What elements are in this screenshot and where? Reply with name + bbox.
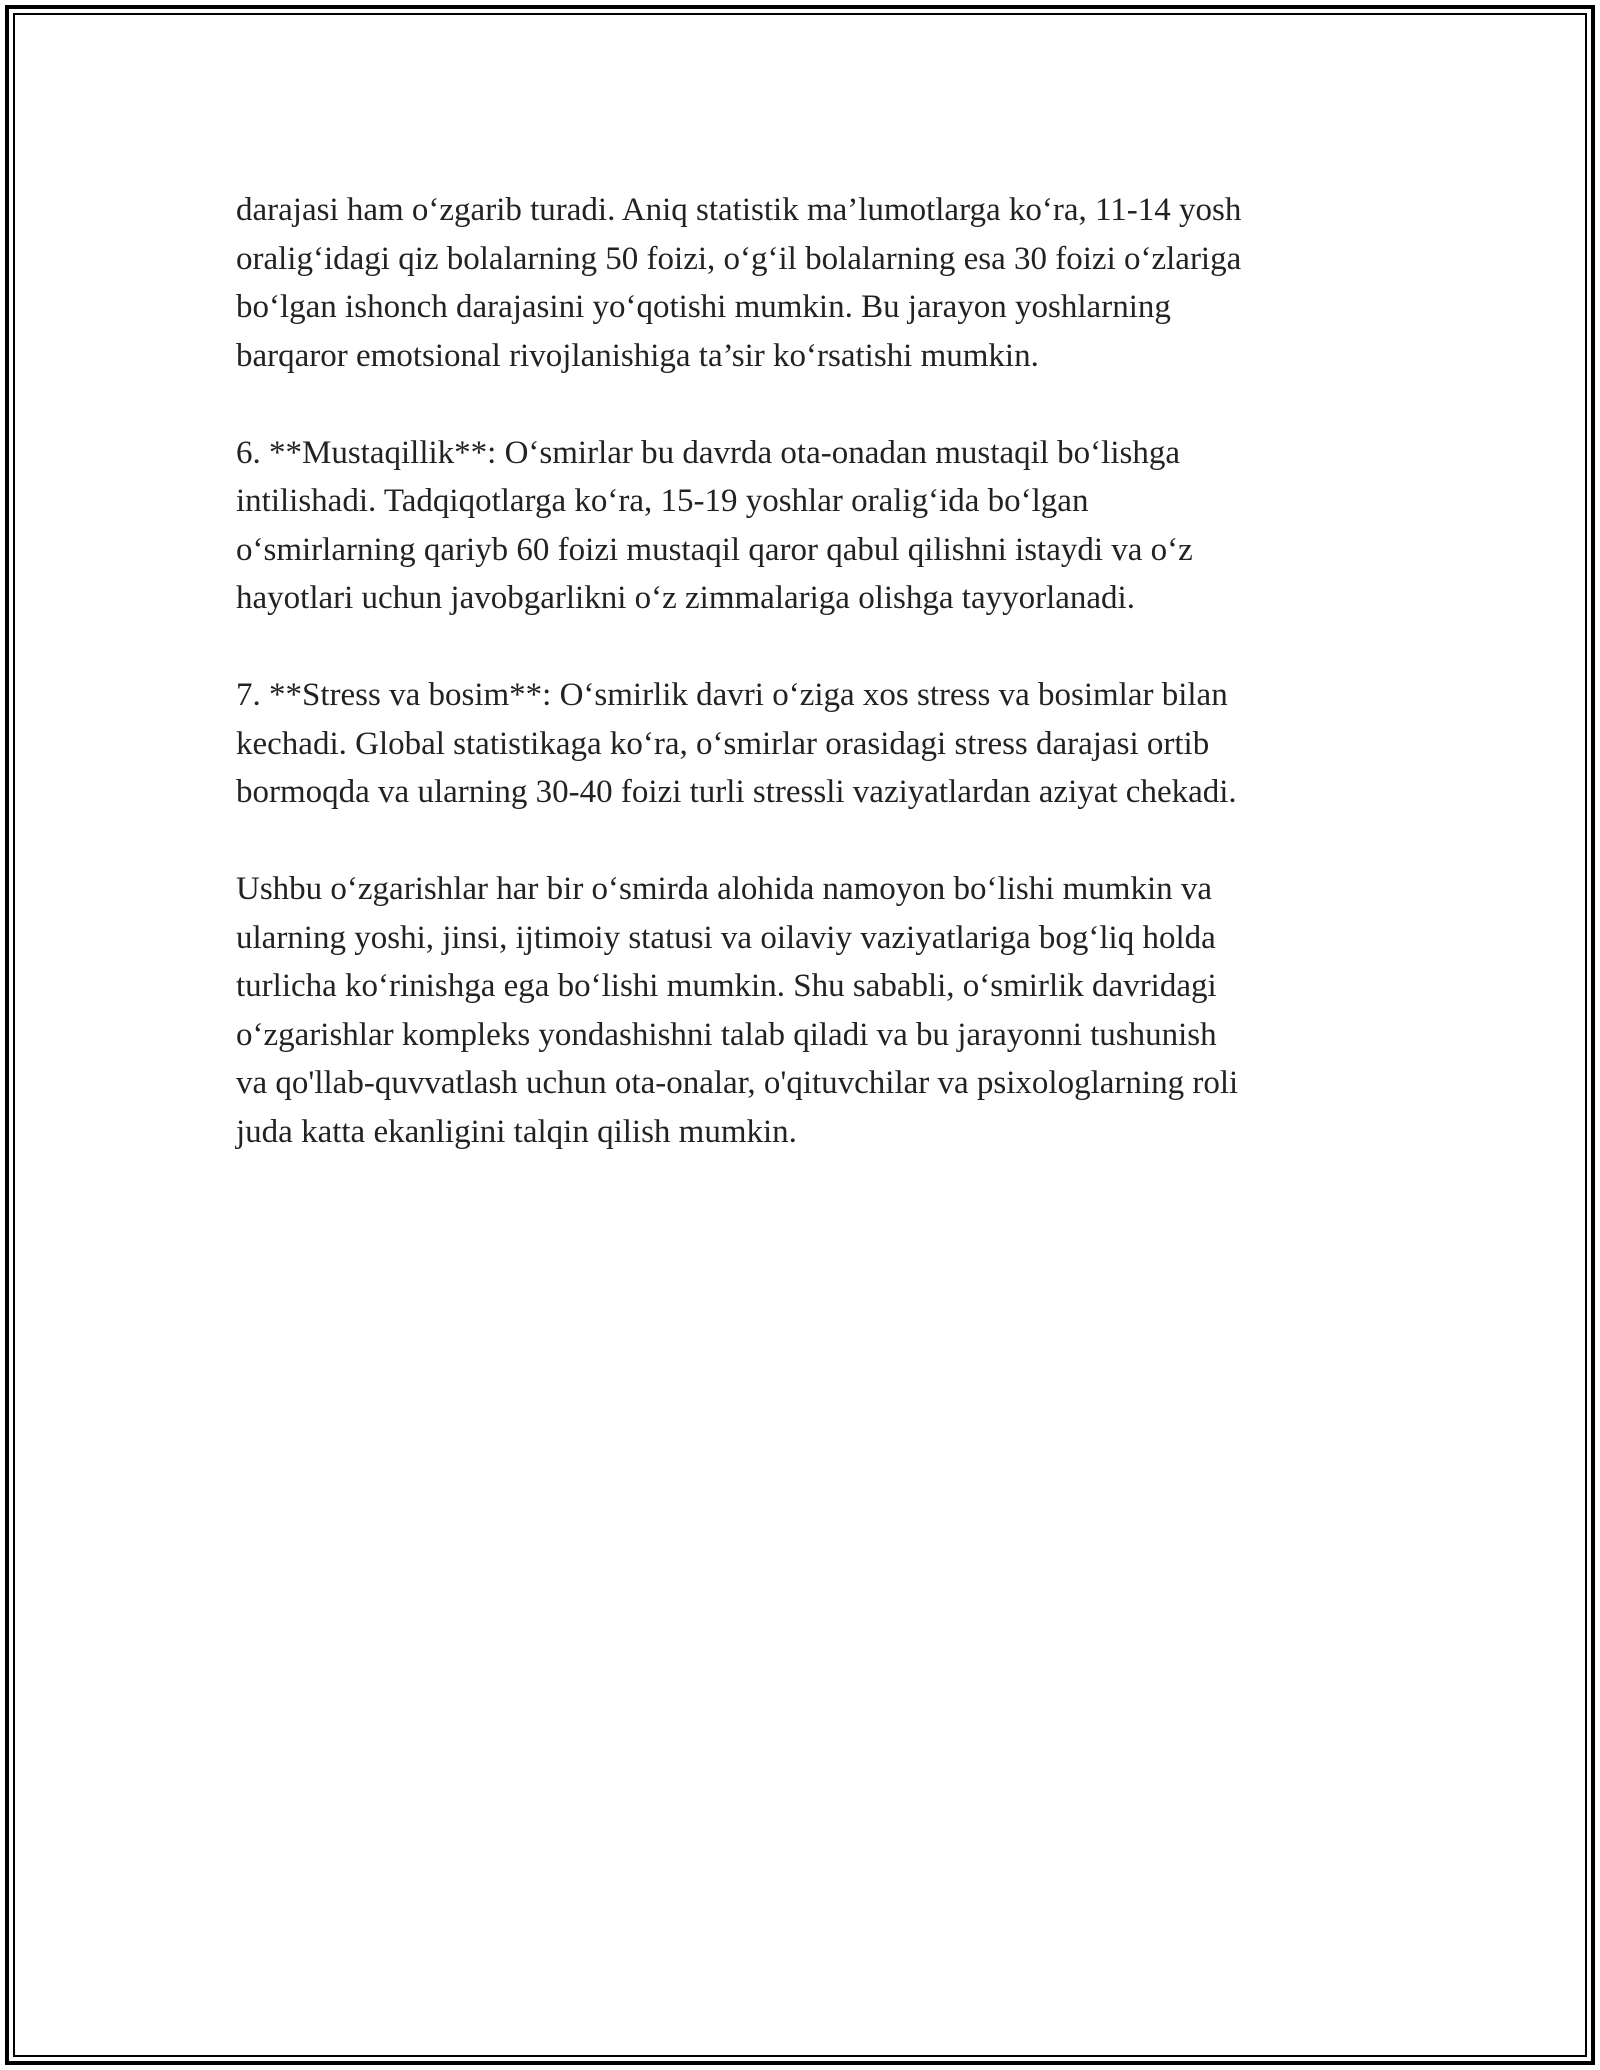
paragraph-stress bbox=[236, 671, 1376, 817]
text-line: bo‘lgan ishonch darajasini yo‘qotishi mumkin. Bu jarayon yoshlarning bbox=[236, 289, 1171, 325]
text-line: o‘smirlarning qariyb 60 foizi mustaqil qaror qabul qilishni istaydi va o‘z bbox=[236, 531, 1193, 568]
text-line: Ushbu o‘zgarishlar har bir o‘smirda alohida namoyon bo‘lishi mumkin va bbox=[236, 871, 1213, 907]
text-line: juda katta ekanligini talqin qilish mumkin. bbox=[236, 1113, 797, 1150]
text-line: turlicha ko‘rinishga ega bo‘lishi mumkin. Shu sababli, o‘smirlik davridagi bbox=[236, 968, 1217, 1004]
paragraph-self-esteem bbox=[236, 186, 1376, 380]
paragraph-conclusion bbox=[236, 865, 1376, 1156]
text-line: hayotlari uchun javobgarlikni o‘z zimmalariga olishga tayyorlanadi. bbox=[236, 580, 1135, 616]
text-line: bormoqda va ularning 30-40 foizi turli stressli vaziyatlardan aziyat chekadi. bbox=[236, 774, 1237, 810]
text-line: intilishadi. Tadqiqotlarga ko‘ra, 15-19 yoshlar oralig‘ida bo‘lgan bbox=[236, 483, 1089, 519]
text-line: 7. **Stress va bosim**: O‘smirlik davri o‘ziga xos stress va bosimlar bilan bbox=[236, 677, 1228, 713]
text-line: o‘zgarishlar kompleks yondashishni talab qiladi va bu jarayonni tushunish bbox=[236, 1016, 1217, 1053]
text-line: va qo'llab-quvvatlash uchun ota-onalar, o'qituvchilar va psixologlarning roli bbox=[236, 1065, 1239, 1101]
text-line: ularning yoshi, jinsi, ijtimoiy statusi va oilaviy vaziyatlariga bog‘liq holda bbox=[236, 919, 1216, 956]
text-line: darajasi ham o‘zgarib turadi. Aniq statistik ma’lumotlarga ko‘ra, 11-14 yosh bbox=[236, 192, 1242, 228]
text-line: oralig‘idagi qiz bolalarning 50 foizi, o‘g‘il bolalarning esa 30 foizi o‘zlariga bbox=[236, 240, 1242, 277]
text-line: kechadi. Global statistikaga ko‘ra, o‘smirlar orasidagi stress darajasi ortib bbox=[236, 725, 1210, 762]
paragraph-independence bbox=[236, 429, 1376, 623]
text-line: barqaror emotsional rivojlanishiga ta’sir ko‘rsatishi mumkin. bbox=[236, 337, 1039, 374]
document-body bbox=[236, 186, 1376, 1205]
text-line: 6. **Mustaqillik**: O‘smirlar bu davrda ota-onadan mustaqil bo‘lishga bbox=[236, 434, 1180, 471]
